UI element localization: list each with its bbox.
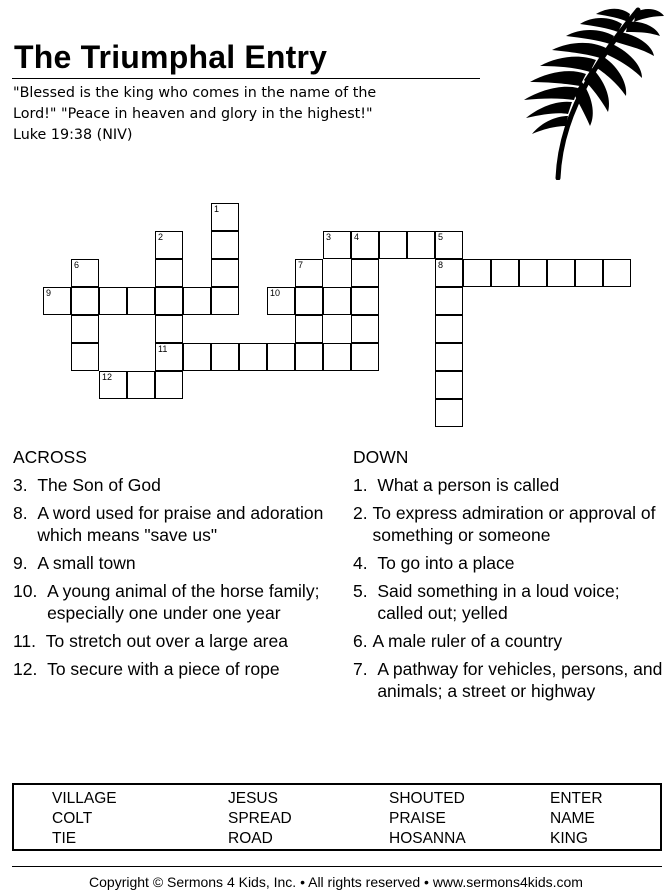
crossword-cell[interactable] xyxy=(71,259,99,287)
clue-text: What a person is called xyxy=(377,475,560,495)
copyright-footer: Copyright © Sermons 4 Kids, Inc. • All rights reserved • www.sermons4kids.com xyxy=(89,874,583,890)
clue-text: A word used for praise and adoration which means "save us" xyxy=(37,503,324,545)
clue-number: 10. xyxy=(13,581,48,601)
word-bank-item: SHOUTED xyxy=(389,790,465,807)
crossword-cell[interactable] xyxy=(155,371,183,399)
crossword-cell[interactable] xyxy=(239,343,267,371)
clue-number: 6. xyxy=(353,631,373,651)
crossword-cell[interactable] xyxy=(183,287,211,315)
word-bank-item: SPREAD xyxy=(228,810,292,827)
clue-number-label: 5 xyxy=(438,232,444,242)
crossword-cell[interactable] xyxy=(435,231,463,259)
crossword-cell[interactable] xyxy=(351,259,379,287)
clue-text: A pathway for vehicles, persons, and animals; a street or highway xyxy=(377,659,663,701)
crossword-cell[interactable] xyxy=(351,343,379,371)
crossword-cell[interactable] xyxy=(295,343,323,371)
across-clues xyxy=(13,446,333,686)
crossword-cell[interactable] xyxy=(295,259,323,287)
clue-number: 2. xyxy=(353,503,373,523)
footer-divider xyxy=(12,866,662,867)
word-bank-item: NAME xyxy=(550,810,595,827)
crossword-cell[interactable] xyxy=(155,231,183,259)
clue-number-label: 9 xyxy=(46,288,52,298)
down-clues xyxy=(353,446,663,708)
word-bank-item: ROAD xyxy=(228,830,273,847)
word-bank-item: HOSANNA xyxy=(389,830,466,847)
crossword-cell[interactable] xyxy=(547,259,575,287)
clue-number: 11. xyxy=(13,631,46,651)
clue-text: To express admiration or approval of something or someone xyxy=(372,503,656,545)
clue-text: The Son of God xyxy=(37,475,161,495)
clue-text: To stretch out over a large area xyxy=(45,631,288,651)
clue-number: 9. xyxy=(13,553,38,573)
crossword-cell[interactable] xyxy=(71,287,99,315)
clue-text: Said something in a loud voice; called out; yelled xyxy=(377,581,620,623)
word-bank-item: ENTER xyxy=(550,790,603,807)
page-title: The Triumphal Entry xyxy=(14,39,328,75)
clue-number: 3. xyxy=(13,475,38,495)
clue-item xyxy=(13,474,333,496)
clue-number: 5. xyxy=(353,581,378,601)
crossword-cell[interactable] xyxy=(99,371,127,399)
clue-item xyxy=(13,502,333,546)
clue-number: 8. xyxy=(13,503,38,523)
clue-number-label: 3 xyxy=(326,232,332,242)
crossword-cell[interactable] xyxy=(155,259,183,287)
crossword-cell[interactable] xyxy=(435,315,463,343)
clue-number-label: 1 xyxy=(214,204,220,214)
clue-text: A young animal of the horse family; especially one under one year xyxy=(47,581,320,623)
word-bank-item: VILLAGE xyxy=(52,790,117,807)
word-bank-item: TIE xyxy=(52,830,77,847)
clue-number-label: 2 xyxy=(158,232,164,242)
clue-number: 4. xyxy=(353,553,378,573)
clue-item xyxy=(353,658,663,702)
crossword-cell[interactable] xyxy=(99,287,127,315)
clue-number: 12. xyxy=(13,659,48,679)
down-heading: DOWN xyxy=(353,447,409,467)
crossword-cell[interactable] xyxy=(211,287,239,315)
verse-line: Lord!" "Peace in heaven and glory in the highest!" xyxy=(13,106,373,122)
crossword-cell[interactable] xyxy=(295,287,323,315)
crossword-cell[interactable] xyxy=(435,259,463,287)
clue-number-label: 7 xyxy=(298,260,304,270)
clue-text: A small town xyxy=(37,553,136,573)
word-bank-item: KING xyxy=(550,830,588,847)
crossword-cell[interactable] xyxy=(43,287,71,315)
clue-item xyxy=(13,630,333,652)
crossword-cell[interactable] xyxy=(351,315,379,343)
clue-number-label: 4 xyxy=(354,232,360,242)
crossword-cell[interactable] xyxy=(295,315,323,343)
clue-number-label: 8 xyxy=(438,260,444,270)
verse-line: Luke 19:38 (NIV) xyxy=(13,127,133,143)
clue-number: 7. xyxy=(353,659,378,679)
crossword-cell[interactable] xyxy=(127,371,155,399)
crossword-cell[interactable] xyxy=(323,231,351,259)
crossword-cell[interactable] xyxy=(407,231,435,259)
crossword-cell[interactable] xyxy=(351,287,379,315)
crossword-cell[interactable] xyxy=(155,287,183,315)
crossword-cell[interactable] xyxy=(603,259,631,287)
clue-number-label: 11 xyxy=(158,344,168,354)
crossword-cell[interactable] xyxy=(155,315,183,343)
crossword-cell[interactable] xyxy=(435,343,463,371)
clue-text: To secure with a piece of rope xyxy=(47,659,280,679)
clue-item xyxy=(353,502,663,546)
verse-line: "Blessed is the king who comes in the name of the xyxy=(13,85,377,101)
crossword-cell[interactable] xyxy=(211,259,239,287)
crossword-cell[interactable] xyxy=(127,287,155,315)
crossword-grid xyxy=(0,0,672,440)
clue-item xyxy=(13,658,333,680)
clue-item xyxy=(353,552,663,574)
clue-number: 1. xyxy=(353,475,378,495)
crossword-cell[interactable] xyxy=(267,287,295,315)
crossword-cell[interactable] xyxy=(323,287,351,315)
crossword-cell[interactable] xyxy=(211,343,239,371)
clue-item xyxy=(353,630,663,652)
across-heading: ACROSS xyxy=(13,447,87,467)
clue-item xyxy=(13,552,333,574)
crossword-cell[interactable] xyxy=(211,203,239,231)
crossword-cell[interactable] xyxy=(155,343,183,371)
clue-number-label: 12 xyxy=(102,372,113,382)
word-bank-item: COLT xyxy=(52,810,93,827)
word-bank xyxy=(12,783,662,851)
crossword-cell[interactable] xyxy=(435,287,463,315)
crossword-cell[interactable] xyxy=(267,343,295,371)
crossword-cell[interactable] xyxy=(183,343,211,371)
crossword-cell[interactable] xyxy=(463,259,491,287)
clue-number-label: 6 xyxy=(74,260,80,270)
clue-number-label: 10 xyxy=(270,288,281,298)
crossword-cell[interactable] xyxy=(519,259,547,287)
clue-item xyxy=(353,474,663,496)
crossword-cell[interactable] xyxy=(435,399,463,427)
word-bank-item: PRAISE xyxy=(389,810,446,827)
word-bank-item: JESUS xyxy=(228,790,278,807)
crossword-cell[interactable] xyxy=(323,343,351,371)
crossword-cell[interactable] xyxy=(351,231,379,259)
clue-item xyxy=(13,580,333,624)
crossword-cell[interactable] xyxy=(71,343,99,371)
crossword-cell[interactable] xyxy=(71,315,99,343)
clue-text: To go into a place xyxy=(377,553,515,573)
clue-text: A male ruler of a country xyxy=(372,631,563,651)
clue-item xyxy=(353,580,663,624)
crossword-cell[interactable] xyxy=(435,371,463,399)
crossword-cell[interactable] xyxy=(491,259,519,287)
crossword-cell[interactable] xyxy=(379,231,407,259)
crossword-cell[interactable] xyxy=(575,259,603,287)
crossword-cell[interactable] xyxy=(211,231,239,259)
